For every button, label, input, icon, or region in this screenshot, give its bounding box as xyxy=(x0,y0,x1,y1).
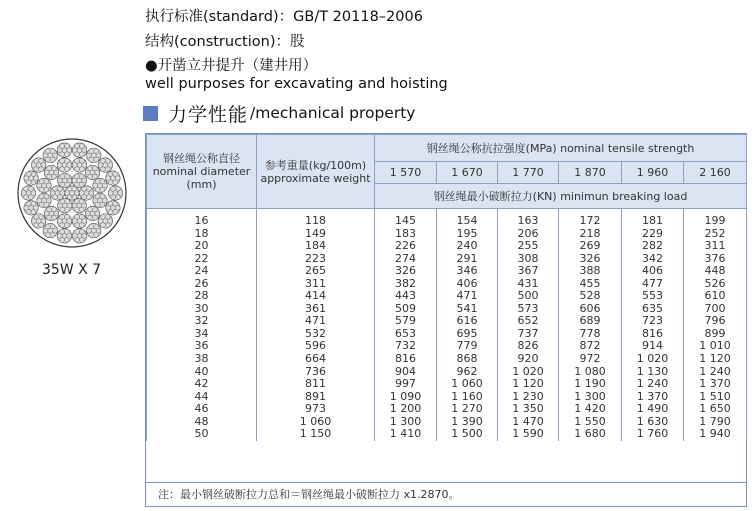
cell-breaking-load: 579 xyxy=(375,315,437,328)
cell-breaking-load: 240 xyxy=(437,240,498,253)
cell-breaking-load: 443 xyxy=(375,290,437,303)
cell-breaking-load: 868 xyxy=(437,353,498,366)
cell-breaking-load: 326 xyxy=(375,265,437,278)
grade-1960: 1 960 xyxy=(622,162,684,184)
header-diameter: 钢丝绳公称直径 nominal diameter (mm) xyxy=(147,135,257,209)
cell-breaking-load: 1 420 xyxy=(559,403,622,416)
cell-weight: 471 xyxy=(257,315,375,328)
cell-diameter: 42 xyxy=(147,378,257,391)
section-heading xyxy=(143,101,415,125)
cell-breaking-load: 1 490 xyxy=(622,403,684,416)
cell-diameter: 22 xyxy=(147,253,257,266)
cell-breaking-load: 291 xyxy=(437,253,498,266)
cell-breaking-load: 700 xyxy=(684,303,747,316)
section-title-en: /mechanical property xyxy=(250,104,416,122)
table-row xyxy=(147,290,747,303)
cell-breaking-load: 1 760 xyxy=(622,428,684,441)
cell-breaking-load: 455 xyxy=(559,278,622,291)
cell-breaking-load: 1 020 xyxy=(498,366,559,379)
cell-breaking-load: 541 xyxy=(437,303,498,316)
cell-weight: 891 xyxy=(257,391,375,404)
cell-breaking-load: 1 390 xyxy=(437,416,498,429)
cell-diameter: 32 xyxy=(147,315,257,328)
wire-rope-cross-section-icon xyxy=(16,137,128,249)
cell-breaking-load: 616 xyxy=(437,315,498,328)
cell-breaking-load: 226 xyxy=(375,240,437,253)
cell-breaking-load: 635 xyxy=(622,303,684,316)
cell-diameter: 18 xyxy=(147,228,257,241)
cell-breaking-load: 1 270 xyxy=(437,403,498,416)
cell-breaking-load: 904 xyxy=(375,366,437,379)
cell-breaking-load: 1 470 xyxy=(498,416,559,429)
cell-breaking-load: 183 xyxy=(375,228,437,241)
cell-diameter: 20 xyxy=(147,240,257,253)
cell-breaking-load: 308 xyxy=(498,253,559,266)
table-row xyxy=(147,403,747,416)
cell-breaking-load: 1 680 xyxy=(559,428,622,441)
cell-breaking-load: 1 190 xyxy=(559,378,622,391)
cell-breaking-load: 406 xyxy=(437,278,498,291)
cell-breaking-load: 181 xyxy=(622,215,684,228)
cell-breaking-load: 610 xyxy=(684,290,747,303)
cell-weight: 149 xyxy=(257,228,375,241)
cell-breaking-load: 1 370 xyxy=(622,391,684,404)
cell-breaking-load: 1 350 xyxy=(498,403,559,416)
cell-breaking-load: 826 xyxy=(498,340,559,353)
cell-breaking-load: 1 240 xyxy=(622,378,684,391)
cell-breaking-load: 326 xyxy=(559,253,622,266)
cell-weight: 532 xyxy=(257,328,375,341)
cell-breaking-load: 779 xyxy=(437,340,498,353)
cell-diameter: 40 xyxy=(147,366,257,379)
cell-breaking-load: 778 xyxy=(559,328,622,341)
cell-weight: 265 xyxy=(257,265,375,278)
cell-breaking-load: 199 xyxy=(684,215,747,228)
cell-breaking-load: 477 xyxy=(622,278,684,291)
cell-weight: 664 xyxy=(257,353,375,366)
cell-breaking-load: 229 xyxy=(622,228,684,241)
grade-1870: 1 870 xyxy=(559,162,622,184)
cell-diameter: 48 xyxy=(147,416,257,429)
table-row xyxy=(147,265,747,278)
cell-breaking-load: 528 xyxy=(559,290,622,303)
cell-weight: 1 060 xyxy=(257,416,375,429)
cell-diameter: 44 xyxy=(147,391,257,404)
grade-1670: 1 670 xyxy=(437,162,498,184)
cell-breaking-load: 1 300 xyxy=(375,416,437,429)
cell-breaking-load: 172 xyxy=(559,215,622,228)
cell-diameter: 24 xyxy=(147,265,257,278)
cell-breaking-load: 218 xyxy=(559,228,622,241)
cell-breaking-load: 274 xyxy=(375,253,437,266)
cell-breaking-load: 1 410 xyxy=(375,428,437,441)
cell-breaking-load: 145 xyxy=(375,215,437,228)
cell-breaking-load: 872 xyxy=(559,340,622,353)
cell-breaking-load: 1 230 xyxy=(498,391,559,404)
cell-breaking-load: 1 200 xyxy=(375,403,437,416)
cell-breaking-load: 606 xyxy=(559,303,622,316)
cell-weight: 361 xyxy=(257,303,375,316)
cell-breaking-load: 406 xyxy=(622,265,684,278)
header-weight: 参考重量(kg/100m) approximate weight xyxy=(257,135,375,209)
cell-breaking-load: 1 020 xyxy=(622,353,684,366)
cell-breaking-load: 1 120 xyxy=(684,353,747,366)
cell-diameter: 46 xyxy=(147,403,257,416)
cell-breaking-load: 342 xyxy=(622,253,684,266)
cell-breaking-load: 573 xyxy=(498,303,559,316)
rope-construction-label: 35W X 7 xyxy=(42,262,102,278)
header-breaking-load: 钢丝绳最小破断拉力(KN) minimun breaking load xyxy=(375,184,747,209)
cell-diameter: 16 xyxy=(147,215,257,228)
cell-breaking-load: 376 xyxy=(684,253,747,266)
grade-1770: 1 770 xyxy=(498,162,559,184)
cell-breaking-load: 653 xyxy=(375,328,437,341)
standard-line: 执行标准(standard)：GB/T 20118–2006 xyxy=(145,9,423,25)
cell-breaking-load: 1 120 xyxy=(498,378,559,391)
table-note: 注：最小钢丝破断拉力总和＝钢丝绳最小破断拉力 x1.2870。 xyxy=(145,483,747,507)
construction-line: 结构(construction)：股 xyxy=(145,34,305,50)
table-row xyxy=(147,353,747,366)
cell-weight: 223 xyxy=(257,253,375,266)
cell-breaking-load: 1 590 xyxy=(498,428,559,441)
cell-weight: 1 150 xyxy=(257,428,375,441)
cell-weight: 184 xyxy=(257,240,375,253)
cell-breaking-load: 154 xyxy=(437,215,498,228)
cell-breaking-load: 1 510 xyxy=(684,391,747,404)
cell-breaking-load: 732 xyxy=(375,340,437,353)
cell-diameter: 50 xyxy=(147,428,257,441)
cell-breaking-load: 1 160 xyxy=(437,391,498,404)
cell-breaking-load: 1 300 xyxy=(559,391,622,404)
mechanical-property-table xyxy=(145,133,747,483)
cell-diameter: 34 xyxy=(147,328,257,341)
cell-breaking-load: 737 xyxy=(498,328,559,341)
cell-diameter: 38 xyxy=(147,353,257,366)
table-row xyxy=(147,240,747,253)
cell-breaking-load: 382 xyxy=(375,278,437,291)
cell-breaking-load: 367 xyxy=(498,265,559,278)
cell-breaking-load: 816 xyxy=(622,328,684,341)
cell-breaking-load: 195 xyxy=(437,228,498,241)
cell-breaking-load: 652 xyxy=(498,315,559,328)
cell-diameter: 36 xyxy=(147,340,257,353)
cell-breaking-load: 796 xyxy=(684,315,747,328)
cell-breaking-load: 1 240 xyxy=(684,366,747,379)
usage-cn-line: ●开凿立井提升（建井用） xyxy=(145,58,318,74)
cell-breaking-load: 723 xyxy=(622,315,684,328)
cell-breaking-load: 997 xyxy=(375,378,437,391)
cell-weight: 811 xyxy=(257,378,375,391)
cell-weight: 736 xyxy=(257,366,375,379)
grade-1570: 1 570 xyxy=(375,162,437,184)
cell-diameter: 30 xyxy=(147,303,257,316)
cell-breaking-load: 695 xyxy=(437,328,498,341)
cell-breaking-load: 1 500 xyxy=(437,428,498,441)
cell-weight: 414 xyxy=(257,290,375,303)
cell-breaking-load: 509 xyxy=(375,303,437,316)
section-title-cn: 力学性能 xyxy=(168,103,249,126)
cell-breaking-load: 1 370 xyxy=(684,378,747,391)
table-row xyxy=(147,428,747,441)
cell-breaking-load: 914 xyxy=(622,340,684,353)
cell-breaking-load: 431 xyxy=(498,278,559,291)
section-square-icon xyxy=(143,106,158,121)
cell-breaking-load: 311 xyxy=(684,240,747,253)
cell-weight: 118 xyxy=(257,215,375,228)
header-tensile-strength: 钢丝绳公称抗拉强度(MPa) nominal tensile strength xyxy=(375,135,747,162)
cell-breaking-load: 1 940 xyxy=(684,428,747,441)
cell-breaking-load: 899 xyxy=(684,328,747,341)
cell-breaking-load: 1 550 xyxy=(559,416,622,429)
grade-2160: 2 160 xyxy=(684,162,747,184)
cell-breaking-load: 206 xyxy=(498,228,559,241)
cell-weight: 596 xyxy=(257,340,375,353)
cell-breaking-load: 1 080 xyxy=(559,366,622,379)
cell-breaking-load: 526 xyxy=(684,278,747,291)
table-row xyxy=(147,378,747,391)
cell-breaking-load: 962 xyxy=(437,366,498,379)
cell-breaking-load: 1 630 xyxy=(622,416,684,429)
cell-breaking-load: 816 xyxy=(375,353,437,366)
cell-breaking-load: 1 090 xyxy=(375,391,437,404)
cell-breaking-load: 1 060 xyxy=(437,378,498,391)
cell-breaking-load: 448 xyxy=(684,265,747,278)
cell-weight: 973 xyxy=(257,403,375,416)
cell-diameter: 28 xyxy=(147,290,257,303)
cell-breaking-load: 920 xyxy=(498,353,559,366)
cell-breaking-load: 553 xyxy=(622,290,684,303)
table-row xyxy=(147,215,747,228)
cell-breaking-load: 388 xyxy=(559,265,622,278)
cell-breaking-load: 689 xyxy=(559,315,622,328)
cell-breaking-load: 500 xyxy=(498,290,559,303)
cell-breaking-load: 1 790 xyxy=(684,416,747,429)
table-body xyxy=(147,209,747,441)
cell-breaking-load: 1 130 xyxy=(622,366,684,379)
cell-breaking-load: 282 xyxy=(622,240,684,253)
cell-weight: 311 xyxy=(257,278,375,291)
cell-breaking-load: 1 010 xyxy=(684,340,747,353)
cell-breaking-load: 972 xyxy=(559,353,622,366)
cell-breaking-load: 255 xyxy=(498,240,559,253)
usage-en-line: well purposes for excavating and hoisting xyxy=(145,76,448,92)
cell-breaking-load: 471 xyxy=(437,290,498,303)
cell-breaking-load: 1 650 xyxy=(684,403,747,416)
cell-breaking-load: 346 xyxy=(437,265,498,278)
cell-breaking-load: 269 xyxy=(559,240,622,253)
cell-breaking-load: 252 xyxy=(684,228,747,241)
cell-diameter: 26 xyxy=(147,278,257,291)
cell-breaking-load: 163 xyxy=(498,215,559,228)
